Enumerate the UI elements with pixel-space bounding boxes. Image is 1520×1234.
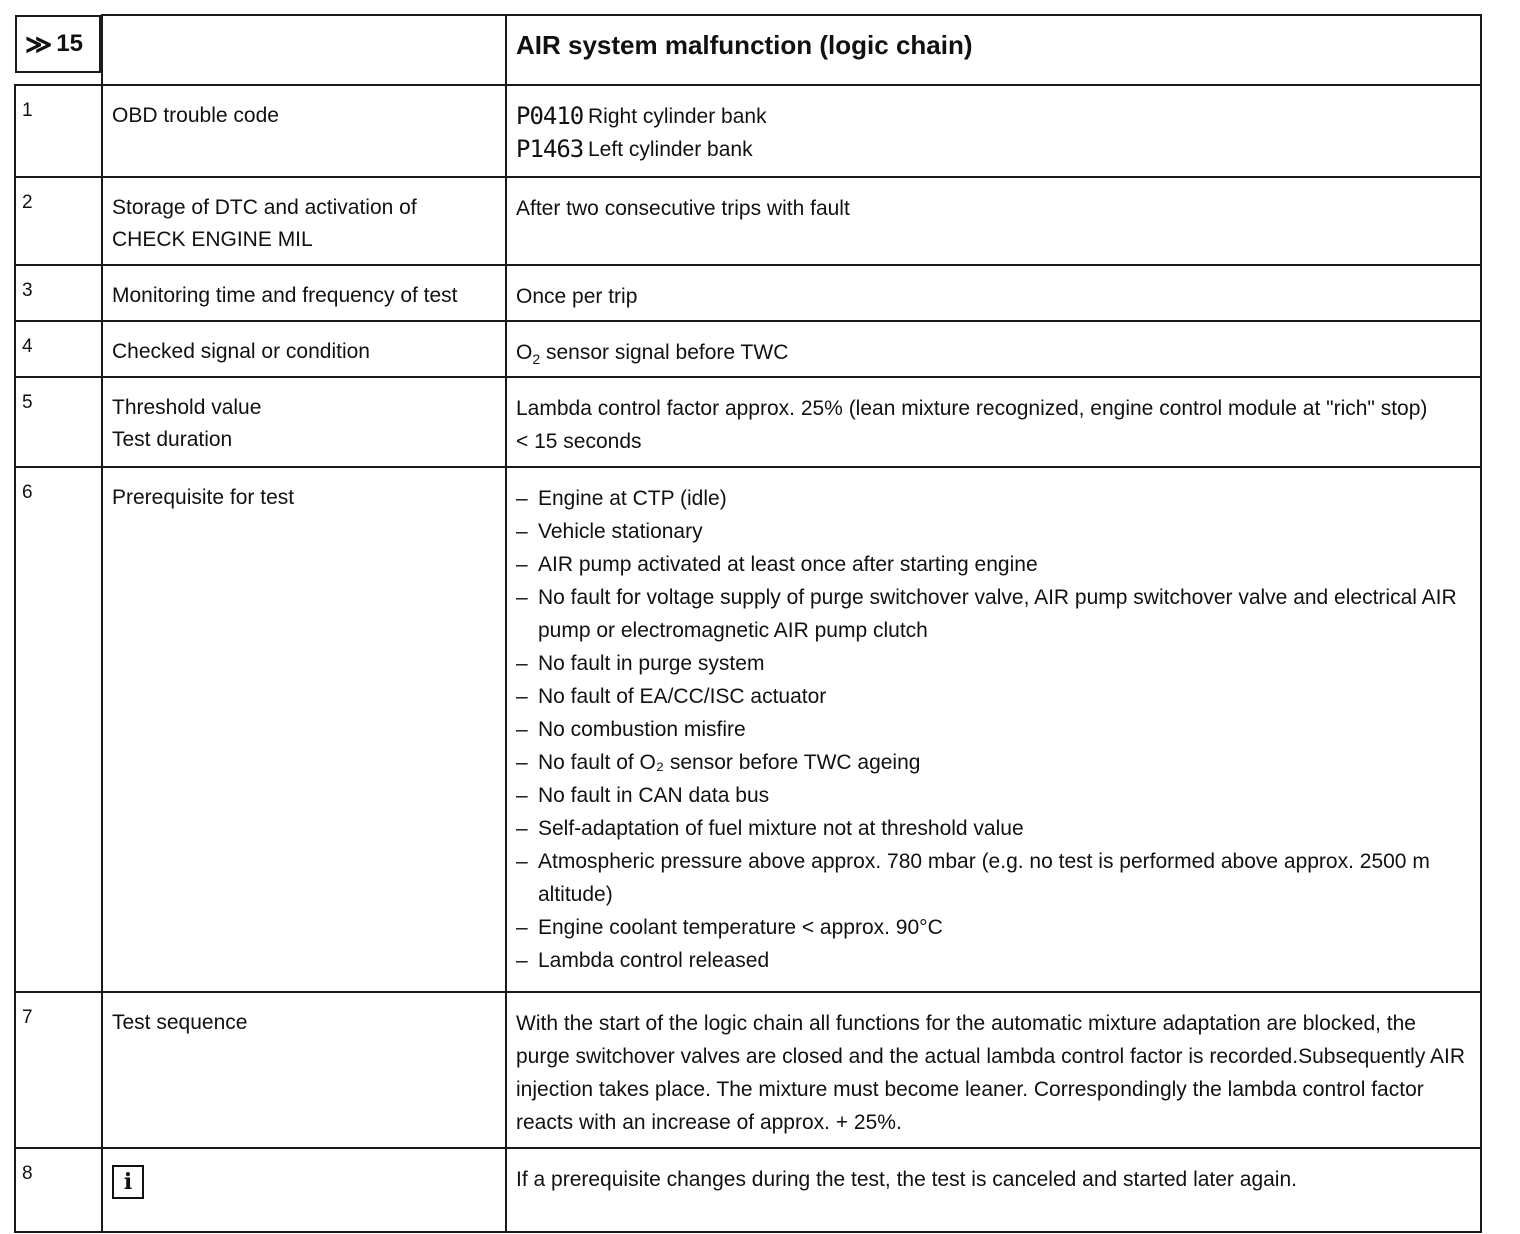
row-number: 1 [15,85,102,177]
row-value: With the start of the logic chain all functions for the automatic mixture adaptation are blocked, the purge switchover valves are closed and the actual lambda control factor is recorded.Subsequently AIR injection takes place. The mixture must become leaner. Correspondingly the lambda control factor reacts with an increase of approx. + 25%. [506,992,1481,1148]
table-row [15,377,1481,467]
row-label [102,1148,506,1232]
row-number: 5 [15,377,102,467]
row-label-line: Test duration [112,428,233,452]
value-line: < 15 seconds [516,430,642,454]
row-value: After two consecutive trips with fault [506,177,1481,265]
header-blank-cell [102,15,506,85]
row-label-line: Storage of DTC and activation of [112,196,417,219]
row-label [102,377,506,467]
table-row [15,265,1481,321]
row-number: 7 [15,992,102,1148]
row-value [506,85,1481,177]
table-row [15,992,1481,1148]
row-label-line: Threshold value [112,396,262,420]
row-label: Checked signal or condition [102,321,506,377]
trouble-code: P1463 [516,135,584,163]
row-label: OBD trouble code [102,85,506,177]
table-row [15,1148,1481,1232]
list-item: – Self-adaptation of fuel mixture not at threshold value [516,812,1472,845]
list-item: – No fault for voltage supply of purge switchover valve, AIR pump switchover valve and electrical AIR pump or electromagnetic AIR pump clutch [516,581,1472,647]
trouble-code-line [516,100,1472,133]
list-item: – AIR pump activated at least once after starting engine [516,548,1472,581]
row-value: If a prerequisite changes during the test, the test is canceled and started later again. [506,1148,1481,1232]
row-value [506,377,1481,467]
row-number: 8 [15,1148,102,1232]
value-line: Lambda control factor approx. 25% (lean mixture recognized, engine control module at "rich" stop) [516,397,1428,421]
list-item: – No fault of O₂ sensor before TWC ageing [516,746,1472,779]
list-item: – Lambda control released [516,944,1472,977]
row-label: Test sequence [102,992,506,1148]
diagnostic-table [14,14,1482,1233]
table-row [15,467,1481,992]
list-item: – Engine coolant temperature < approx. 90°C [516,911,1472,944]
list-item: – Engine at CTP (idle) [516,482,1472,515]
list-item: – No combustion misfire [516,713,1472,746]
row-number: 3 [15,265,102,321]
header-row [15,15,1481,85]
row-label: Prerequisite for test [102,467,506,992]
table-row [15,85,1481,177]
list-item: – No fault of EA/CC/ISC actuator [516,680,1472,713]
row-label: Monitoring time and frequency of test [102,265,506,321]
prerequisite-list [516,482,1472,977]
table-row [15,321,1481,377]
row-value [506,467,1481,992]
row-label [102,177,506,265]
trouble-code-description: Left cylinder bank [588,138,753,161]
section-number-cell [15,15,101,73]
list-item: – No fault in CAN data bus [516,779,1472,812]
section-symbol: ≫ [25,28,53,59]
page-title: AIR system malfunction (logic chain) [506,15,1481,85]
list-item: – Atmospheric pressure above approx. 780 mbar (e.g. no test is performed above approx. 2500 m altitude) [516,845,1472,911]
section-number: 15 [56,30,83,57]
trouble-code: P0410 [516,102,584,130]
row-number: 4 [15,321,102,377]
row-value: Once per trip [506,265,1481,321]
row-number: 2 [15,177,102,265]
info-icon: i [112,1165,144,1199]
trouble-code-description: Right cylinder bank [588,105,767,128]
trouble-code-line [516,133,1472,166]
row-number: 6 [15,467,102,992]
row-value [506,321,1481,377]
row-label-line: CHECK ENGINE MIL [112,228,313,251]
list-item: – Vehicle stationary [516,515,1472,548]
list-item: – No fault in purge system [516,647,1472,680]
value-subscript: 2 [532,351,541,368]
value-text: sensor signal before TWC [540,341,789,364]
table-row [15,177,1481,265]
value-text: O [516,341,533,364]
